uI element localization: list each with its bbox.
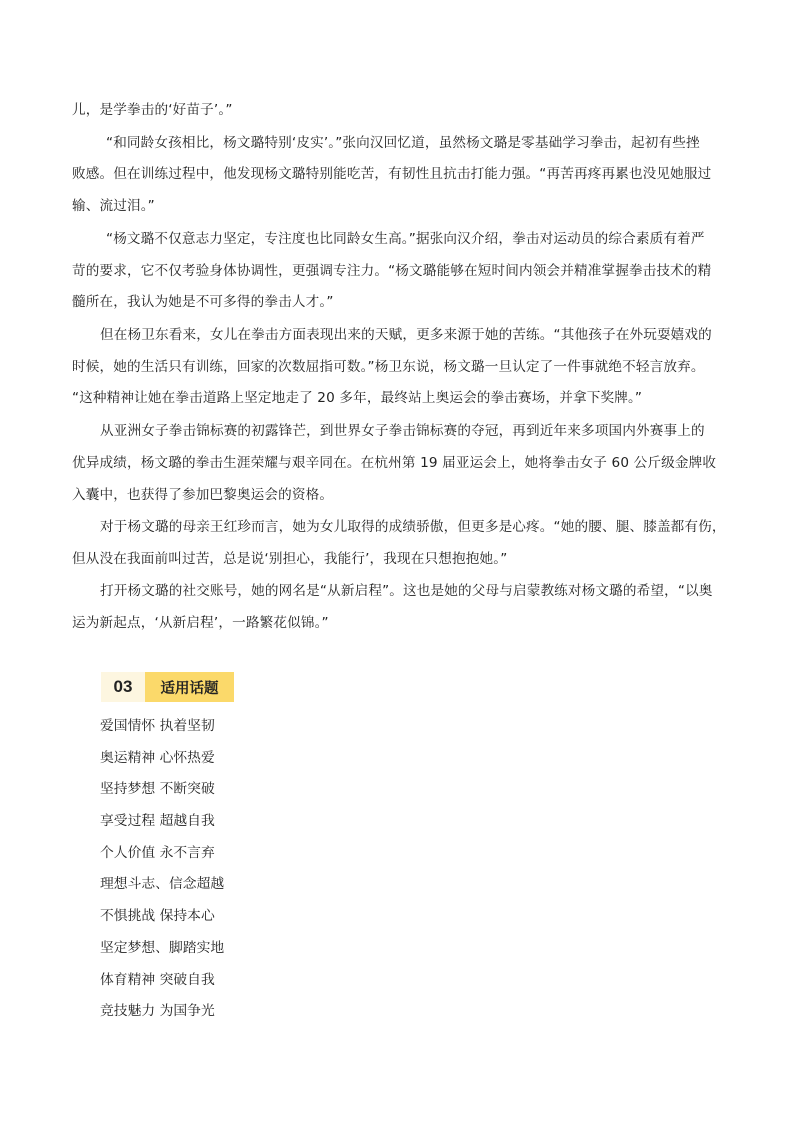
topic-item: 不惧挑战 保持本心 <box>100 908 215 924</box>
paragraph-line: “和同龄女孩相比，杨文璐特别‘皮实’。”张向汉回忆道，虽然杨文璐是零基础学习拳击，起初有些挫 <box>106 135 700 151</box>
paragraph-line: “这种精神让她在拳击道路上坚定地走了 20 多年，最终站上奥运会的拳击赛场，并拿下奖牌。” <box>72 390 643 406</box>
section-heading <box>101 672 234 702</box>
paragraph-line: 从亚洲女子拳击锦标赛的初露锋芒，到世界女子拳击锦标赛的夺冠，再到近年来多项国内外赛事上的 <box>100 423 705 439</box>
paragraph-line: 儿，是学拳击的‘好苗子’。” <box>72 102 233 118</box>
topic-item: 坚定梦想、脚踏实地 <box>100 940 225 956</box>
paragraph-line: 但从没在我面前叫过苦，总是说‘别担心，我能行’，我现在只想抱抱她。” <box>72 551 508 567</box>
topic-item: 享受过程 超越自我 <box>100 813 215 829</box>
section-number: 03 <box>101 672 145 702</box>
paragraph-line: 但在杨卫东看来，女儿在拳击方面表现出来的天赋，更多来源于她的苦练。“其他孩子在外玩耍嬉戏的 <box>100 327 712 343</box>
paragraph-line: 对于杨文璐的母亲王红珍而言，她为女儿取得的成绩骄傲，但更多是心疼。“她的腰、腿、膝盖都有伤， <box>100 519 726 535</box>
topic-item: 爱国情怀 执着坚韧 <box>100 718 215 734</box>
paragraph-line: 优异成绩，杨文璐的拳击生涯荣耀与艰辛同在。在杭州第 19 届亚运会上，她将拳击女子 60 公斤级金牌收 <box>72 455 717 471</box>
paragraph-line: 败感。但在训练过程中，他发现杨文璐特别能吃苦，有韧性且抗击打能力强。“再苦再疼再累也没见她服过 <box>72 166 712 182</box>
topic-item: 理想斗志、信念超越 <box>100 876 225 892</box>
paragraph-line: 输、流过泪。” <box>72 198 155 214</box>
paragraph-line: 打开杨文璐的社交账号，她的网名是“从新启程”。这也是她的父母与启蒙教练对杨文璐的希望，“以奥 <box>100 583 713 599</box>
paragraph-line: “杨文璐不仅意志力坚定，专注度也比同龄女生高。”据张向汉介绍，拳击对运动员的综合素质有着严 <box>106 231 705 247</box>
topic-item: 体育精神 突破自我 <box>100 972 215 988</box>
paragraph-line: 苛的要求，它不仅考验身体协调性，更强调专注力。“杨文璐能够在短时间内领会并精准掌握拳击技术的精 <box>72 263 712 279</box>
paragraph-line: 运为新起点，‘从新启程’，一路繁花似锦。” <box>72 615 329 631</box>
topic-item: 奥运精神 心怀热爱 <box>100 750 215 766</box>
paragraph-line: 时候，她的生活只有训练，回家的次数屈指可数。”杨卫东说，杨文璐一旦认定了一件事就绝不轻言放弃。 <box>72 359 705 375</box>
paragraph-line: 髓所在，我认为她是不可多得的拳击人才。” <box>72 294 334 310</box>
paragraph-line: 入囊中，也获得了参加巴黎奥运会的资格。 <box>72 487 334 503</box>
topic-item: 竞技魅力 为国争光 <box>100 1003 215 1019</box>
topic-item: 个人价值 永不言弃 <box>100 845 215 861</box>
section-title: 适用话题 <box>145 672 234 702</box>
topic-item: 坚持梦想 不断突破 <box>100 781 215 797</box>
